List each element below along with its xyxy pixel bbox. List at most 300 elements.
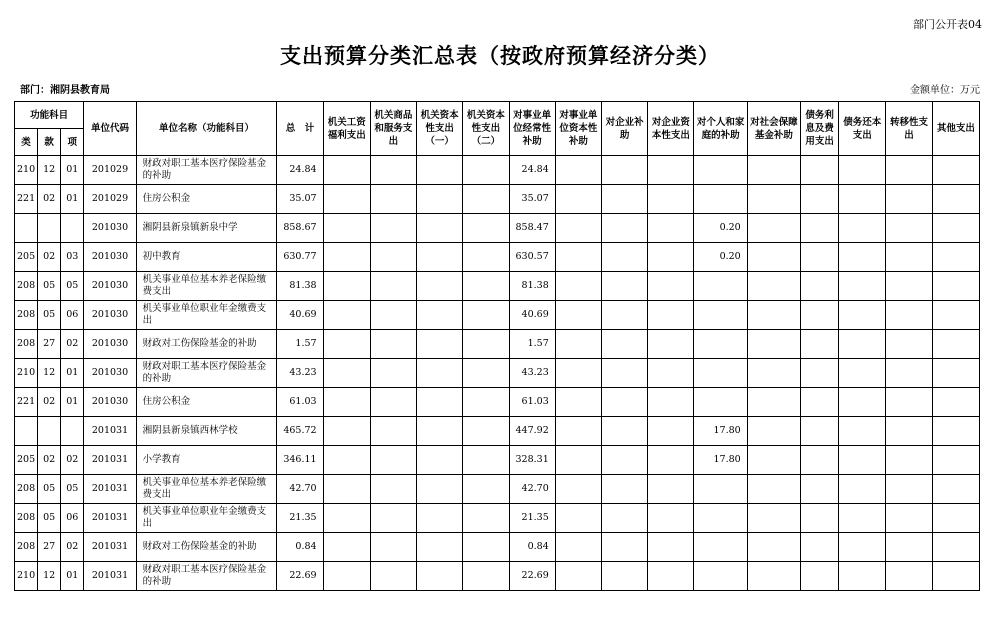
amount-cell: 40.69: [509, 301, 555, 330]
amount-cell: 630.57: [509, 243, 555, 272]
xiang-cell: [61, 417, 84, 446]
lei-cell: 208: [15, 330, 38, 359]
amount-cell: [601, 156, 647, 185]
total-cell: 346.11: [277, 446, 323, 475]
total-cell: 40.69: [277, 301, 323, 330]
amount-cell: [463, 185, 509, 214]
amount-cell: [839, 533, 886, 562]
amount-cell: [555, 301, 601, 330]
amount-cell: [694, 272, 747, 301]
kuan-cell: 05: [38, 475, 61, 504]
col-header: 机关工资福利支出: [323, 102, 370, 156]
amount-cell: [417, 475, 463, 504]
xiang-header: 项: [61, 129, 84, 156]
amount-cell: [932, 533, 979, 562]
amount-cell: [370, 214, 416, 243]
kuan-cell: 27: [38, 533, 61, 562]
total-cell: 858.67: [277, 214, 323, 243]
amount-cell: [839, 359, 886, 388]
unit-code-cell: 201031: [84, 504, 136, 533]
amount-cell: [839, 330, 886, 359]
amount-cell: 328.31: [509, 446, 555, 475]
lei-cell: 210: [15, 562, 38, 591]
xiang-cell: 02: [61, 533, 84, 562]
table-row: [15, 475, 980, 504]
kuan-cell: 05: [38, 272, 61, 301]
amount-cell: [417, 301, 463, 330]
unit-code-cell: 201030: [84, 301, 136, 330]
lei-cell: 205: [15, 446, 38, 475]
amount-cell: [839, 301, 886, 330]
unit-code-cell: 201030: [84, 214, 136, 243]
table-row: [15, 272, 980, 301]
amount-cell: [648, 156, 694, 185]
amount-cell: [323, 388, 370, 417]
amount-cell: [648, 533, 694, 562]
amount-cell: [694, 301, 747, 330]
amount-cell: [370, 330, 416, 359]
amount-cell: 0.84: [509, 533, 555, 562]
amount-cell: [839, 504, 886, 533]
amount-cell: 17.80: [694, 417, 747, 446]
amount-cell: [800, 214, 838, 243]
table-body: [15, 156, 980, 591]
amount-cell: [932, 214, 979, 243]
amount-cell: [800, 388, 838, 417]
table-row: [15, 533, 980, 562]
amount-cell: [747, 504, 800, 533]
total-cell: 42.70: [277, 475, 323, 504]
amount-cell: [839, 272, 886, 301]
amount-unit-label: 金额单位：万元: [910, 85, 980, 96]
xiang-cell: 01: [61, 388, 84, 417]
amount-cell: [370, 388, 416, 417]
amount-cell: [932, 562, 979, 591]
amount-cell: [694, 504, 747, 533]
amount-cell: 858.47: [509, 214, 555, 243]
amount-cell: [800, 272, 838, 301]
amount-cell: [694, 562, 747, 591]
amount-cell: 43.23: [509, 359, 555, 388]
amount-cell: [463, 562, 509, 591]
amount-cell: [932, 301, 979, 330]
col-header: 其他支出: [932, 102, 979, 156]
kuan-cell: 05: [38, 301, 61, 330]
amount-cell: [370, 185, 416, 214]
amount-cell: 0.20: [694, 214, 747, 243]
amount-cell: [747, 330, 800, 359]
amount-cell: [323, 417, 370, 446]
amount-cell: [370, 156, 416, 185]
amount-cell: [747, 243, 800, 272]
amount-cell: [839, 388, 886, 417]
unit-code-cell: 201031: [84, 475, 136, 504]
amount-cell: [555, 388, 601, 417]
total-cell: 1.57: [277, 330, 323, 359]
amount-cell: [601, 533, 647, 562]
amount-cell: [555, 156, 601, 185]
col-header: 机关资本性支出（一）: [417, 102, 463, 156]
amount-cell: [370, 504, 416, 533]
unit-name-header: 单位名称（功能科目）: [136, 102, 277, 156]
unit-name-cell: 财政对工伤保险基金的补助: [136, 330, 277, 359]
kuan-cell: 02: [38, 446, 61, 475]
kuan-cell: [38, 214, 61, 243]
amount-cell: [323, 359, 370, 388]
amount-cell: [747, 533, 800, 562]
amount-cell: 42.70: [509, 475, 555, 504]
amount-cell: [601, 301, 647, 330]
unit-code-cell: 201029: [84, 185, 136, 214]
amount-cell: [463, 301, 509, 330]
lei-cell: 221: [15, 185, 38, 214]
amount-cell: [417, 243, 463, 272]
xiang-cell: 01: [61, 562, 84, 591]
amount-cell: [555, 504, 601, 533]
amount-cell: [747, 359, 800, 388]
amount-cell: [932, 272, 979, 301]
table-row: [15, 359, 980, 388]
amount-cell: [417, 359, 463, 388]
amount-cell: [601, 214, 647, 243]
amount-cell: [694, 330, 747, 359]
amount-cell: [839, 156, 886, 185]
kuan-cell: 02: [38, 185, 61, 214]
expenditure-summary-table: [14, 101, 980, 591]
amount-cell: [323, 330, 370, 359]
amount-cell: [648, 214, 694, 243]
amount-cell: [932, 388, 979, 417]
amount-cell: 61.03: [509, 388, 555, 417]
table-row: [15, 417, 980, 446]
unit-name-cell: 住房公积金: [136, 388, 277, 417]
amount-cell: [417, 214, 463, 243]
total-cell: 21.35: [277, 504, 323, 533]
amount-cell: [886, 475, 932, 504]
amount-cell: [463, 446, 509, 475]
total-header: 总 计: [277, 102, 323, 156]
amount-cell: [648, 562, 694, 591]
table-row: [15, 446, 980, 475]
amount-cell: [648, 446, 694, 475]
amount-cell: [886, 446, 932, 475]
amount-cell: [886, 214, 932, 243]
lei-cell: 208: [15, 272, 38, 301]
amount-cell: [886, 330, 932, 359]
amount-cell: [839, 417, 886, 446]
xiang-cell: 01: [61, 359, 84, 388]
amount-cell: [932, 330, 979, 359]
kuan-cell: 05: [38, 504, 61, 533]
amount-cell: [886, 272, 932, 301]
amount-cell: 21.35: [509, 504, 555, 533]
unit-name-cell: 住房公积金: [136, 185, 277, 214]
amount-cell: [800, 185, 838, 214]
lei-cell: 205: [15, 243, 38, 272]
amount-cell: [932, 475, 979, 504]
amount-cell: [323, 301, 370, 330]
amount-cell: [932, 156, 979, 185]
amount-cell: [370, 475, 416, 504]
amount-cell: [601, 243, 647, 272]
amount-cell: [601, 272, 647, 301]
amount-cell: [648, 185, 694, 214]
amount-cell: [463, 417, 509, 446]
amount-cell: [747, 417, 800, 446]
table-row: [15, 504, 980, 533]
unit-name-cell: 财政对职工基本医疗保险基金的补助: [136, 562, 277, 591]
amount-cell: [648, 388, 694, 417]
unit-code-cell: 201031: [84, 446, 136, 475]
xiang-cell: 05: [61, 475, 84, 504]
amount-cell: [417, 272, 463, 301]
amount-cell: [370, 243, 416, 272]
amount-cell: [417, 533, 463, 562]
amount-cell: [555, 272, 601, 301]
amount-cell: 17.80: [694, 446, 747, 475]
total-cell: 22.69: [277, 562, 323, 591]
amount-cell: [370, 272, 416, 301]
amount-cell: [555, 330, 601, 359]
unit-code-cell: 201030: [84, 330, 136, 359]
lei-cell: [15, 214, 38, 243]
amount-cell: [463, 504, 509, 533]
table-row: [15, 185, 980, 214]
amount-cell: [601, 185, 647, 214]
amount-cell: [747, 272, 800, 301]
amount-cell: [747, 446, 800, 475]
lei-cell: 208: [15, 504, 38, 533]
amount-cell: [555, 243, 601, 272]
amount-cell: [932, 243, 979, 272]
amount-cell: [800, 301, 838, 330]
amount-cell: [800, 446, 838, 475]
amount-cell: [417, 562, 463, 591]
amount-cell: [932, 185, 979, 214]
unit-name-cell: 财政对职工基本医疗保险基金的补助: [136, 359, 277, 388]
amount-cell: [601, 330, 647, 359]
xiang-cell: 01: [61, 185, 84, 214]
amount-cell: [463, 359, 509, 388]
amount-cell: [839, 214, 886, 243]
unit-name-cell: 湘阴县新泉镇新泉中学: [136, 214, 277, 243]
amount-cell: [800, 533, 838, 562]
unit-name-cell: 财政对工伤保险基金的补助: [136, 533, 277, 562]
lei-header: 类: [15, 129, 38, 156]
amount-cell: [648, 243, 694, 272]
amount-cell: [694, 533, 747, 562]
amount-cell: 22.69: [509, 562, 555, 591]
unit-code-cell: 201031: [84, 417, 136, 446]
amount-cell: [370, 417, 416, 446]
amount-cell: [886, 417, 932, 446]
amount-cell: [601, 388, 647, 417]
amount-cell: [932, 446, 979, 475]
department-label: 部门：湘阴县教育局: [20, 85, 110, 96]
col-header: 对企业资本性支出: [648, 102, 694, 156]
xiang-cell: 01: [61, 156, 84, 185]
amount-cell: [417, 388, 463, 417]
amount-cell: [323, 156, 370, 185]
total-cell: 81.38: [277, 272, 323, 301]
amount-cell: [417, 446, 463, 475]
amount-cell: [886, 562, 932, 591]
table-row: [15, 562, 980, 591]
amount-cell: [694, 388, 747, 417]
kuan-cell: 02: [38, 243, 61, 272]
amount-cell: [839, 475, 886, 504]
unit-code-cell: 201030: [84, 388, 136, 417]
amount-cell: [323, 504, 370, 533]
amount-cell: [886, 156, 932, 185]
table-row: [15, 330, 980, 359]
xiang-cell: 06: [61, 301, 84, 330]
amount-cell: 24.84: [509, 156, 555, 185]
lei-cell: 210: [15, 156, 38, 185]
lei-cell: 208: [15, 533, 38, 562]
amount-cell: [694, 185, 747, 214]
kuan-cell: 27: [38, 330, 61, 359]
unit-name-cell: 初中教育: [136, 243, 277, 272]
amount-cell: [694, 475, 747, 504]
amount-cell: [800, 504, 838, 533]
amount-cell: [648, 330, 694, 359]
total-cell: 61.03: [277, 388, 323, 417]
unit-code-header: 单位代码: [84, 102, 136, 156]
unit-name-cell: 小学教育: [136, 446, 277, 475]
amount-cell: [463, 533, 509, 562]
kuan-header: 款: [38, 129, 61, 156]
amount-cell: [323, 562, 370, 591]
amount-cell: [747, 301, 800, 330]
total-cell: 24.84: [277, 156, 323, 185]
amount-cell: [555, 359, 601, 388]
unit-name-cell: 湘阴县新泉镇西林学校: [136, 417, 277, 446]
lei-cell: 210: [15, 359, 38, 388]
amount-cell: [601, 446, 647, 475]
amount-cell: [463, 272, 509, 301]
amount-cell: [417, 185, 463, 214]
amount-cell: [694, 156, 747, 185]
col-header: 对事业单位资本性补助: [555, 102, 601, 156]
amount-cell: [323, 185, 370, 214]
amount-cell: [555, 562, 601, 591]
total-cell: 35.07: [277, 185, 323, 214]
amount-cell: [648, 417, 694, 446]
amount-cell: [555, 533, 601, 562]
xiang-cell: [61, 214, 84, 243]
unit-code-cell: 201030: [84, 272, 136, 301]
amount-cell: [370, 301, 416, 330]
amount-cell: 81.38: [509, 272, 555, 301]
total-cell: 43.23: [277, 359, 323, 388]
kuan-cell: 12: [38, 359, 61, 388]
amount-cell: [886, 504, 932, 533]
amount-cell: [370, 533, 416, 562]
amount-cell: [555, 446, 601, 475]
amount-cell: [839, 243, 886, 272]
amount-cell: [747, 185, 800, 214]
amount-cell: [417, 156, 463, 185]
amount-cell: [463, 330, 509, 359]
amount-cell: [839, 446, 886, 475]
amount-cell: 0.20: [694, 243, 747, 272]
form-reference-code: 部门公开表04: [913, 18, 982, 31]
amount-cell: [747, 214, 800, 243]
page-title: 支出预算分类汇总表（按政府预算经济分类）: [280, 43, 720, 68]
xiang-cell: 06: [61, 504, 84, 533]
amount-cell: [463, 388, 509, 417]
col-header: 债务利息及费用支出: [800, 102, 838, 156]
table-row: [15, 156, 980, 185]
col-header: 转移性支出: [886, 102, 932, 156]
amount-cell: [323, 243, 370, 272]
amount-cell: [694, 359, 747, 388]
lei-cell: 208: [15, 475, 38, 504]
amount-cell: [800, 243, 838, 272]
amount-cell: [463, 243, 509, 272]
total-cell: 630.77: [277, 243, 323, 272]
amount-cell: [555, 475, 601, 504]
table-row: [15, 243, 980, 272]
amount-cell: [323, 446, 370, 475]
xiang-cell: 02: [61, 330, 84, 359]
amount-cell: [648, 475, 694, 504]
amount-cell: 35.07: [509, 185, 555, 214]
amount-cell: [323, 533, 370, 562]
col-header: 对个人和家庭的补助: [694, 102, 747, 156]
amount-cell: [839, 185, 886, 214]
col-header: 对事业单位经常性补助: [509, 102, 555, 156]
unit-name-cell: 机关事业单位职业年金缴费支出: [136, 504, 277, 533]
unit-name-cell: 机关事业单位职业年金缴费支出: [136, 301, 277, 330]
amount-cell: [370, 446, 416, 475]
amount-cell: [417, 504, 463, 533]
amount-cell: [648, 359, 694, 388]
unit-name-cell: 机关事业单位基本养老保险缴费支出: [136, 475, 277, 504]
amount-cell: [886, 185, 932, 214]
amount-cell: [601, 504, 647, 533]
amount-cell: 1.57: [509, 330, 555, 359]
amount-cell: [370, 359, 416, 388]
col-header: 对社会保障基金补助: [747, 102, 800, 156]
kuan-cell: 02: [38, 388, 61, 417]
unit-code-cell: 201030: [84, 243, 136, 272]
amount-cell: [555, 214, 601, 243]
amount-cell: [417, 417, 463, 446]
lei-cell: 221: [15, 388, 38, 417]
xiang-cell: 03: [61, 243, 84, 272]
amount-cell: [932, 417, 979, 446]
unit-code-cell: 201029: [84, 156, 136, 185]
col-header: 债务还本支出: [839, 102, 886, 156]
lei-cell: 208: [15, 301, 38, 330]
amount-cell: [932, 504, 979, 533]
xiang-cell: 05: [61, 272, 84, 301]
amount-cell: [601, 359, 647, 388]
amount-cell: [601, 562, 647, 591]
amount-cell: [555, 185, 601, 214]
kuan-cell: 12: [38, 562, 61, 591]
unit-code-cell: 201031: [84, 562, 136, 591]
amount-cell: [800, 330, 838, 359]
amount-cell: [648, 272, 694, 301]
amount-cell: [886, 533, 932, 562]
unit-code-cell: 201031: [84, 533, 136, 562]
table-row: [15, 301, 980, 330]
amount-cell: [886, 243, 932, 272]
amount-cell: [886, 359, 932, 388]
